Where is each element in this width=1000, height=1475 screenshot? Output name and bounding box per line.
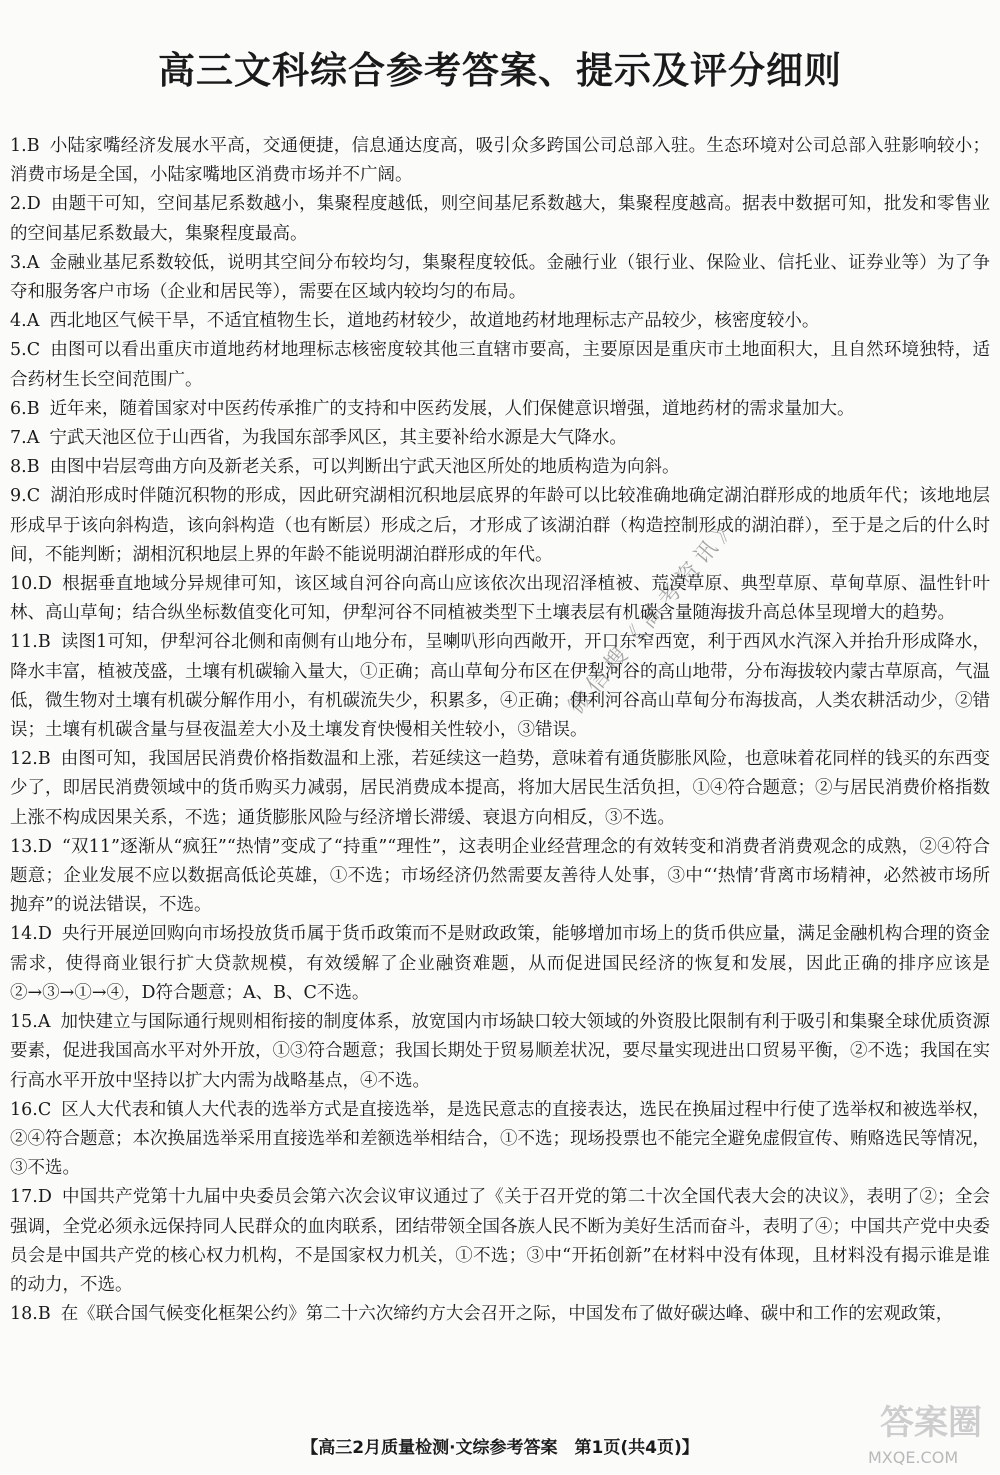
answer-number: 13.D	[10, 836, 52, 857]
answer-item	[10, 1008, 990, 1096]
answer-item	[10, 453, 990, 482]
answer-item	[10, 920, 990, 1008]
answer-item	[10, 833, 990, 921]
answer-text: 由图中岩层弯曲方向及新老关系，可以判断出宁武天池区所处的地质构造为向斜。	[49, 457, 680, 478]
answer-number: 16.C	[10, 1099, 52, 1120]
answer-text: 宁武天池区位于山西省，为我国东部季风区，其主要补给水源是大气降水。	[49, 428, 627, 449]
answer-number: 17.D	[10, 1187, 52, 1208]
answer-item	[10, 628, 990, 745]
answer-number: 9.C	[10, 486, 41, 507]
answer-item	[10, 482, 990, 570]
page-title: 高三文科综合参考答案、提示及评分细则	[158, 49, 842, 92]
answer-number: 7.A	[10, 428, 40, 449]
logo-watermark: 答案圈	[880, 1403, 982, 1443]
answer-text: 加快建立与国际通行规则相衔接的制度体系，放宽国内市场缺口较大领域的外资股比限制有利于吸引和集聚全球优质资源要素，促进我国高水平对外开放，①③符合题意；我国长期处于贸易顺差状况，要尽量实现进出口贸易平衡，②不选；我国在实行高水平开放中坚持以扩大内需为战略基点，④不选。	[10, 1012, 990, 1091]
answer-number: 5.C	[10, 340, 41, 361]
answer-text: 由题干可知，空间基尼系数越小，集聚程度越低，则空间基尼系数越大，集聚程度越高。据表中数据可知，批发和零售业的空间基尼系数最大，集聚程度最高。	[10, 194, 990, 244]
answer-number: 8.B	[10, 457, 40, 478]
answer-number: 4.A	[10, 311, 40, 332]
answer-item	[10, 395, 990, 424]
answer-item	[10, 424, 990, 453]
answer-item	[10, 1300, 990, 1329]
answer-item	[10, 307, 990, 336]
answer-number: 10.D	[10, 574, 52, 595]
answer-number: 3.A	[10, 252, 40, 273]
answer-item	[10, 570, 990, 628]
answer-text: 读图1可知，伊犁河谷北侧和南侧有山地分布，呈喇叭形向西敞开，开口东窄西宽，利于西风水汽深入并抬升形成降水，降水丰富，植被茂盛，土壤有机碳输入量大，①正确；高山草甸分布区在伊犁河谷的高山地带，分布海拔较内蒙古草原高，气温低，微生物对土壤有机碳分解作用小，有机碳流失少，积累多，④正确；伊利河谷高山草甸分布海拔高，人类农耕活动少，②错误；土壤有机碳含量与昼夜温差大小及土壤发育快慢相关性较小，③错误。	[10, 632, 990, 741]
answer-number: 2.D	[10, 194, 41, 215]
answer-number: 14.D	[10, 924, 52, 945]
answer-text: 金融业基尼系数较低，说明其空间分布较均匀，集聚程度较低。金融行业（银行业、保险业、信托业、证券业等）为了争夺和服务客户市场（企业和居民等），需要在区域内较均匀的布局。	[10, 252, 990, 303]
answer-text: “双11”逐渐从“疯狂”“热情”变成了“持重”“理性”，这表明企业经营理念的有效转变和消费者消费观念的成熟，②④符合题意；企业发展不应以数据高低论英雄，①不选；市场经济仍然需要友善待人处事，③中“‘热情’背离市场精神，必然被市场所抛弃”的说法错误，不选。	[10, 836, 990, 916]
answer-item	[10, 1183, 990, 1300]
answer-item	[10, 249, 990, 307]
answer-text: 央行开展逆回购向市场投放货币属于货币政策而不是财政政策，能够增加市场上的货币供应量，满足金融机构合理的资金需求，使得商业银行扩大贷款规模，有效缓解了企业融资难题，从而促进国民经济的恢复和发展，因此正确的排序应该是②→③→①→④，D符合题意；A、B、C不选。	[10, 924, 990, 1003]
answer-text: 在《联合国气候变化框架公约》第二十六次缔约方大会召开之际，中国发布了做好碳达峰、碳中和工作的宏观政策，	[60, 1304, 954, 1325]
answer-number: 15.A	[10, 1012, 51, 1033]
answer-text: 湖泊形成时伴随沉积物的形成，因此研究湖相沉积地层底界的年龄可以比较准确地确定湖泊群形成的地质年代；该地地层形成早于该向斜构造，该向斜构造（也有断层）形成之后，才形成了该湖泊群（构造控制形成的湖泊群），至于是之后的什么时间，不能判断；湖相沉积地层上界的年龄不能说明湖泊群形成的年代。	[10, 486, 990, 565]
answer-list	[10, 132, 990, 1329]
answer-text: 小陆家嘴经济发展水平高，交通便捷，信息通达度高，吸引众多跨国公司总部入驻。生态环境对公司总部入驻影响较小；消费市场是全国，小陆家嘴地区消费市场并不广阔。	[10, 136, 990, 186]
answer-number: 12.B	[10, 749, 51, 770]
answer-number: 1.B	[10, 136, 40, 156]
answer-item	[10, 745, 990, 833]
answer-item	[10, 132, 990, 190]
diagonal-watermark: 微信搜《高考资讯》	[563, 510, 745, 720]
answer-text: 西北地区气候干旱，不适宜植物生长，道地药材较少，故道地药材地理标志产品较少，核密度较小。	[49, 311, 820, 332]
answer-text: 由图可知，我国居民消费价格指数温和上涨，若延续这一趋势，意味着有通货膨胀风险，也意味着花同样的钱买的东西变少了，即居民消费领域中的货币购买力减弱，居民消费成本提高，将加大居民生活负担，①④符合题意；②与居民消费价格指数上涨不构成因果关系，不选；通货膨胀风险与经济增长滞缓、衰退方向相反，③不选。	[10, 749, 990, 828]
answer-text: 中国共产党第十九届中央委员会第六次会议审议通过了《关于召开党的第二十次全国代表大会的决议》，表明了②；全会强调，全党必须永远保持同人民群众的血肉联系，团结带领全国各族人民不断为美好生活而奋斗，表明了④；中国共产党中央委员会是中国共产党的核心权力机构，不是国家权力机关，①不选；③中“开拓创新”在材料中没有体现，且材料没有揭示谁是谁的动力，不选。	[10, 1187, 990, 1295]
answer-number: 18.B	[10, 1304, 51, 1325]
answer-item	[10, 336, 990, 394]
answer-item	[10, 190, 990, 248]
page-footer: 【高三2月质量检测·文综参考答案 第1页(共4页)】	[301, 1438, 699, 1458]
answer-number: 6.B	[10, 398, 40, 419]
answer-text: 根据垂直地域分异规律可知，该区域自河谷向高山应该依次出现沼泽植被、荒漠草原、典型草原、草甸草原、温性针叶林、高山草甸；结合纵坐标数值变化可知，伊犁河谷不同植被类型下土壤表层有机碳含量随海拔升高总体呈现增大的趋势。	[10, 574, 990, 624]
site-watermark: MXQE.COM	[868, 1448, 959, 1467]
answer-number: 11.B	[10, 632, 51, 653]
answer-text: 区人大代表和镇人大代表的选举方式是直接选举，是选民意志的直接表达，选民在换届过程中行使了选举权和被选举权，②④符合题意；本次换届选举采用直接选举和差额选举相结合，①不选；现场投票也不能完全避免虚假宣传、贿赂选民等情况，③不选。	[10, 1099, 990, 1179]
answer-text: 由图可以看出重庆市道地药材地理标志核密度较其他三直辖市要高，主要原因是重庆市土地面积大，且自然环境独特，适合药材生长空间范围广。	[10, 340, 990, 390]
answer-text: 近年来，随着国家对中医药传承推广的支持和中医药发展，人们保健意识增强，道地药材的需求量加大。	[49, 398, 855, 419]
answer-item	[10, 1096, 990, 1184]
